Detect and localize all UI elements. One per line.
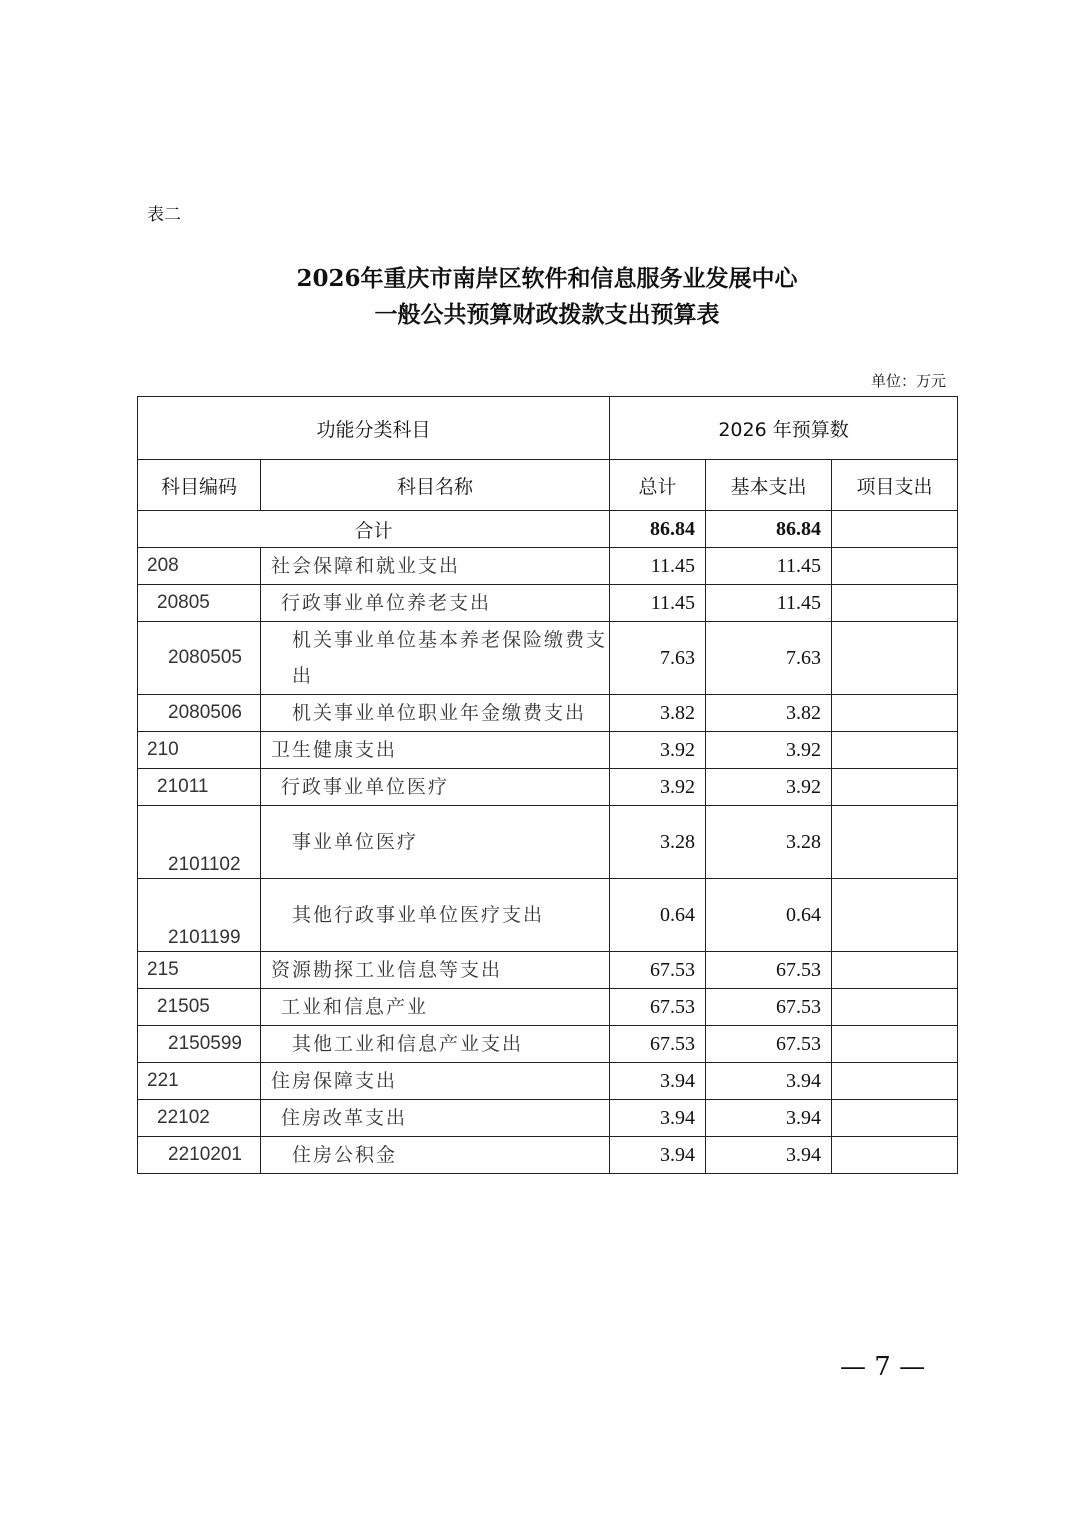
subject-name: 住房改革支出 — [261, 1100, 610, 1137]
unit-label: 单位：万元 — [870, 372, 946, 390]
total-value: 3.92 — [610, 769, 706, 806]
table-row — [138, 732, 958, 769]
basic-value: 67.53 — [706, 1026, 832, 1063]
subject-name: 住房保障支出 — [261, 1063, 610, 1100]
sum-total: 86.84 — [610, 511, 706, 548]
subject-code: 210 — [138, 732, 261, 769]
sum-basic: 86.84 — [706, 511, 832, 548]
table-row — [138, 1137, 958, 1174]
sum-row — [138, 511, 958, 548]
sum-label: 合计 — [138, 511, 610, 548]
total-value: 3.28 — [610, 806, 706, 879]
project-value — [832, 806, 958, 879]
total-value: 0.64 — [610, 879, 706, 952]
subject-code: 2080505 — [138, 622, 261, 695]
subject-name: 资源勘探工业信息等支出 — [261, 952, 610, 989]
subject-code: 21011 — [138, 769, 261, 806]
project-value — [832, 1026, 958, 1063]
header-name: 科目名称 — [261, 460, 610, 511]
header-budget-2026: 2026 年预算数 — [610, 397, 958, 460]
basic-value: 11.45 — [706, 548, 832, 585]
basic-value: 67.53 — [706, 989, 832, 1026]
page-number: — 7 — — [840, 1352, 926, 1382]
doc-title-line1: 2026年重庆市南岸区软件和信息服务业发展中心 — [296, 265, 798, 292]
subject-name: 住房公积金 — [261, 1137, 610, 1174]
subject-code: 22102 — [138, 1100, 261, 1137]
project-value — [832, 622, 958, 695]
table-row — [138, 585, 958, 622]
table-row — [138, 1026, 958, 1063]
table-row — [138, 952, 958, 989]
total-value: 11.45 — [610, 548, 706, 585]
project-value — [832, 732, 958, 769]
doc-title-line2: 一般公共预算财政拨款支出预算表 — [374, 301, 720, 328]
total-value: 67.53 — [610, 1026, 706, 1063]
project-value — [832, 952, 958, 989]
subject-name: 其他行政事业单位医疗支出 — [261, 879, 610, 952]
basic-value: 3.94 — [706, 1063, 832, 1100]
table-row — [138, 806, 958, 879]
basic-value: 3.82 — [706, 695, 832, 732]
subject-code: 2150599 — [138, 1026, 261, 1063]
total-value: 67.53 — [610, 989, 706, 1026]
project-value — [832, 1063, 958, 1100]
subject-name: 机关事业单位基本养老保险缴费支出 — [261, 622, 610, 695]
subject-name: 社会保障和就业支出 — [261, 548, 610, 585]
table-row — [138, 769, 958, 806]
table-row — [138, 548, 958, 585]
table-row — [138, 1063, 958, 1100]
basic-value: 0.64 — [706, 879, 832, 952]
subject-name: 其他工业和信息产业支出 — [261, 1026, 610, 1063]
subject-code: 208 — [138, 548, 261, 585]
header-functional-category: 功能分类科目 — [138, 397, 610, 460]
project-value — [832, 879, 958, 952]
subject-code: 21505 — [138, 989, 261, 1026]
subject-name: 机关事业单位职业年金缴费支出 — [261, 695, 610, 732]
project-value — [832, 1100, 958, 1137]
subject-name: 工业和信息产业 — [261, 989, 610, 1026]
subject-name: 事业单位医疗 — [261, 806, 610, 879]
basic-value: 3.28 — [706, 806, 832, 879]
basic-value: 3.94 — [706, 1100, 832, 1137]
total-value: 67.53 — [610, 952, 706, 989]
total-value: 3.82 — [610, 695, 706, 732]
subject-code: 2101199 — [138, 879, 261, 952]
header-basic: 基本支出 — [706, 460, 832, 511]
header-total: 总计 — [610, 460, 706, 511]
subject-code: 20805 — [138, 585, 261, 622]
sum-project — [832, 511, 958, 548]
basic-value: 67.53 — [706, 952, 832, 989]
basic-value: 11.45 — [706, 585, 832, 622]
project-value — [832, 769, 958, 806]
subject-name: 行政事业单位医疗 — [261, 769, 610, 806]
basic-value: 3.94 — [706, 1137, 832, 1174]
subject-code: 2101102 — [138, 806, 261, 879]
table-row — [138, 622, 958, 695]
basic-value: 3.92 — [706, 769, 832, 806]
table-row — [138, 989, 958, 1026]
project-value — [832, 695, 958, 732]
header-code: 科目编码 — [138, 460, 261, 511]
total-value: 7.63 — [610, 622, 706, 695]
table-row — [138, 1100, 958, 1137]
subject-name: 行政事业单位养老支出 — [261, 585, 610, 622]
subject-code: 2210201 — [138, 1137, 261, 1174]
subject-code: 215 — [138, 952, 261, 989]
basic-value: 3.92 — [706, 732, 832, 769]
table-label: 表二 — [147, 205, 181, 225]
table-row — [138, 879, 958, 952]
total-value: 3.92 — [610, 732, 706, 769]
table-row — [138, 695, 958, 732]
project-value — [832, 585, 958, 622]
basic-value: 7.63 — [706, 622, 832, 695]
subject-code: 221 — [138, 1063, 261, 1100]
total-value: 3.94 — [610, 1100, 706, 1137]
subject-name: 卫生健康支出 — [261, 732, 610, 769]
project-value — [832, 1137, 958, 1174]
total-value: 3.94 — [610, 1137, 706, 1174]
total-value: 11.45 — [610, 585, 706, 622]
total-value: 3.94 — [610, 1063, 706, 1100]
project-value — [832, 548, 958, 585]
project-value — [832, 989, 958, 1026]
subject-code: 2080506 — [138, 695, 261, 732]
budget-table — [137, 396, 958, 1174]
header-project: 项目支出 — [832, 460, 958, 511]
